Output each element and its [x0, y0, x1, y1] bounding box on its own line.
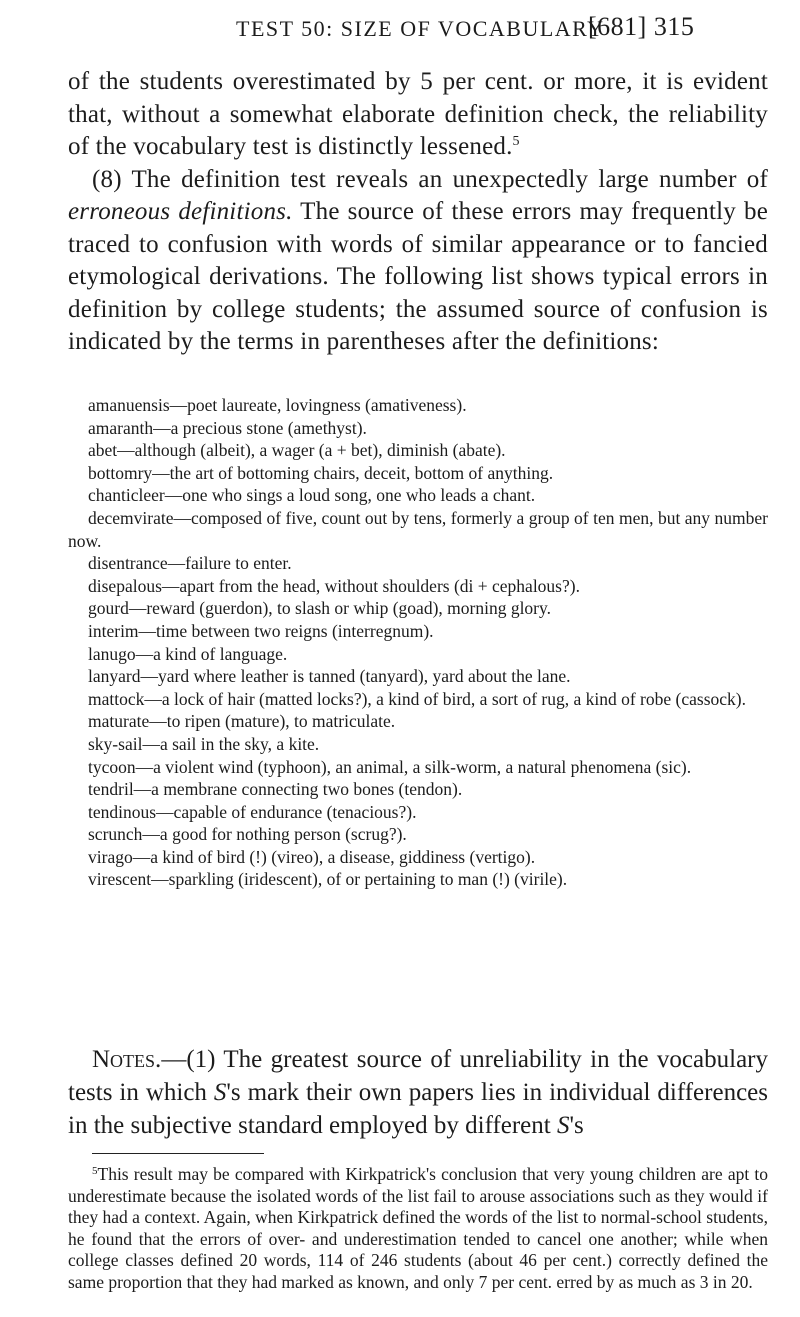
definition-item: mattock—a lock of hair (matted locks?), a kind of bird, a sort of rug, a kind of robe (cassock). [88, 688, 746, 709]
paragraph-2-emphasis: erroneous definitions. [68, 198, 293, 225]
paragraph-erroneous-definitions [68, 164, 768, 359]
notes-subject-symbol-2: S [556, 1112, 570, 1139]
definition-error-list [68, 394, 768, 891]
definition-item: bottomry—the art of bottoming chairs, deceit, bottom of anything. [88, 462, 554, 483]
footnote-reference: 5 [512, 134, 520, 149]
definition-item: amanuensis—poet laureate, lovingness (amativeness). [88, 395, 467, 415]
definition-item: lanugo—a kind of language. [88, 643, 288, 664]
definition-item: disentrance—failure to enter. [88, 553, 292, 574]
body-text [68, 66, 768, 359]
notes-heading: Notes. [92, 1046, 162, 1073]
definition-item: lanyard—yard where leather is tanned (tanyard), yard about the lane. [88, 666, 571, 687]
notes-section [68, 1043, 768, 1142]
definition-item: decemvirate—composed of five, count out by tens, formerly a group of ten men, but any number now. [68, 507, 768, 551]
definition-item: maturate—to ripen (mature), to matriculate. [88, 711, 396, 732]
definition-item: sky-sail—a sail in the sky, a kite. [88, 733, 320, 754]
definition-item: virago—a kind of bird (!) (vireo), a disease, giddiness (vertigo). [88, 846, 536, 867]
running-head [0, 10, 800, 50]
definition-item: tendril—a membrane connecting two bones (tendon). [88, 779, 463, 800]
notes-text: —(1) The greatest source of unreliability in the vocabulary tests in which [68, 1046, 768, 1106]
footnote-divider [92, 1153, 264, 1154]
definition-item: tycoon—a violent wind (typhoon), an animal, a silk-worm, a natural phenomena (sic). [88, 756, 692, 777]
notes-paragraph [68, 1043, 768, 1142]
definition-item: scrunch—a good for nothing person (scrug?). [88, 824, 407, 845]
paragraph-continued [68, 66, 768, 164]
definition-item: interim—time between two reigns (interregnum). [88, 620, 434, 641]
notes-text-2: 's mark their own papers lies in individual differences in the subjective standard employed by different [68, 1079, 768, 1139]
footnote-marker: 5 [92, 1165, 98, 1177]
definition-item: tendinous—capable of endurance (tenacious?). [88, 801, 417, 822]
footnote-paragraph [68, 1164, 768, 1293]
paragraph-1-text: of the students overestimated by 5 per cent. or more, it is evident that, without a somewhat elaborate definition check, the reliability of the vocabulary test is distinctly lessened. [68, 68, 768, 160]
footnote-text: This result may be compared with Kirkpatrick's conclusion that very young children are apt to underestimate because the isolated words of the list fail to arouse associations such as they would if they had a context. Again, when Kirkpatrick defined the words of the list to normal-school students, he found that the errors of over- and underestimation tended to cancel one another; while when college classes defined 20 words, 114 of 246 students (about 46 per cent.) correctly defined the same proportion that they had marked as known, and only 7 per cent. erred by as much as 3 in 20. [68, 1164, 768, 1292]
definition-item: disepalous—apart from the head, without shoulders (di + cephalous?). [88, 575, 580, 596]
definition-item: abet—although (albeit), a wager (a + bet), diminish (abate). [88, 440, 506, 461]
definition-item: gourd—reward (guerdon), to slash or whip (goad), morning glory. [88, 598, 551, 619]
footnote [68, 1164, 768, 1293]
paragraph-2-rest: The source of these errors may frequently be traced to confusion with words of similar appearance or to fancied etymological derivations. The following list shows typical errors in definition by college students; the assumed source of confusion is indicated by the terms in parentheses after the definitions: [68, 198, 769, 355]
notes-subject-symbol: S [213, 1079, 227, 1106]
page-number: [681] 315 [588, 12, 695, 41]
notes-text-3: 's [569, 1112, 584, 1139]
definition-item: chanticleer—one who sings a loud song, one who leads a chant. [88, 485, 536, 506]
paragraph-2-lead: (8) The definition test reveals an unexpectedly large number of [92, 165, 768, 193]
definition-item: amaranth—a precious stone (amethyst). [88, 417, 367, 438]
definition-item: virescent—sparkling (iridescent), of or pertaining to man (!) (virile). [88, 869, 568, 890]
running-head-title: TEST 50: SIZE OF VOCABULARY [236, 16, 605, 41]
